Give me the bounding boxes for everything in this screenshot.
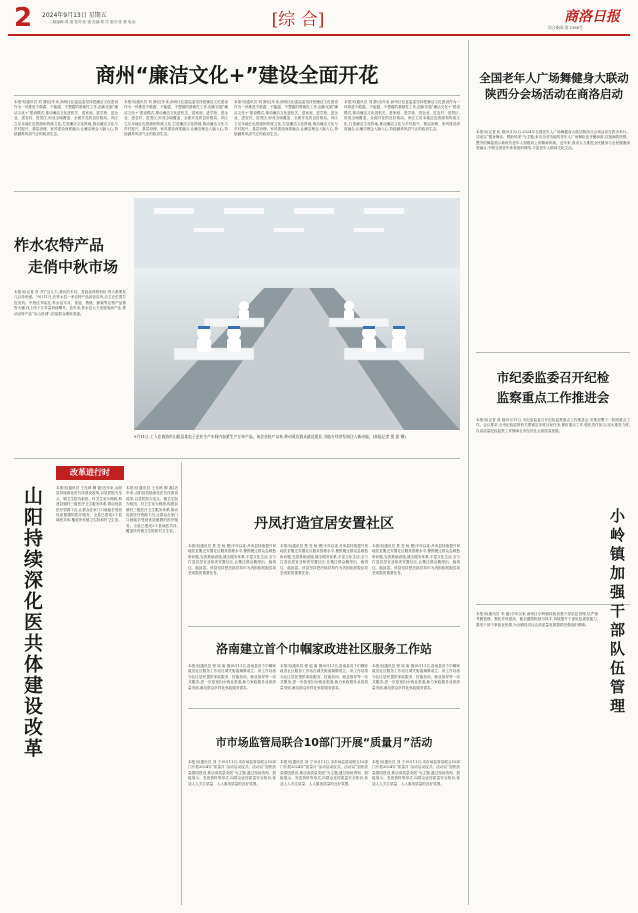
shichang-body-col-3: 本报讯(通讯员 刘 宁)9月11日,市市场监管局联合10部门开展2024年“质量月”活动启动仪式。活动以“加快质量强国建设,推动高质量发展”为主题,通过现场咨询、展板展示、发放资料等形式,向群众宣传质量安全知识,营造人人关注质量、人人重视质量的良好氛围。 [372,760,460,786]
page-number: 2 [14,3,33,33]
xiaoling-headline: 小岭镇加强干部队伍管理 [608,508,626,717]
danfeng-headline: 丹凤打造宜居安置社区 [254,516,394,532]
section-close-bracket: ] [317,10,325,30]
reform-headline: 山阳持续深化医共体建设改革 [21,486,43,759]
edition-line: 综合新闻:第 2386号 [548,25,583,30]
luonan-body-col-1: 本报讯(通讯员 程 瑶 唐 静)9月11日,洛南县首个巾帼家政进社区服务工作站在城关街道揭牌成立。该工作站将为社区居民提供家政服务、技能培训、就业指导等一站式服务,进一步拓宽妇女就业渠道,助力家政服务业高质量发展,满足群众多样化家政服务需求。 [188,664,276,690]
section-label: 综 合 [278,10,318,30]
jiwei-body: 本报讯(记者 黄 晓)9月11日,市纪委监委召开纪检监察重点工作推进会,安排部署下一阶段重点工作。会议要求,全市纪检监察机关要锚定年度目标任务,紧盯重点工作,强化责任担当,加大推进力度,以高质量纪检监察工作保障全市经济社会高质量发展。 [476,418,630,433]
reform-column-label: 改革进行时 [56,466,124,480]
shichang-body-col-1: 本报讯(通讯员 刘 宁)9月11日,市市场监管局联合10部门开展2024年“质量月”活动启动仪式。活动以“加快质量强国建设,推动高质量发展”为主题,通过现场咨询、展板展示、发放资料等形式,向群众宣传质量安全知识,营造人人关注质量、人人重视质量的良好氛围。 [188,760,276,786]
danfeng-body-col-2: 本报讯(通讯员 贾 亮 杨 俊)今年以来,丹凤县持续提升易地扶贫搬迁安置社区服务管理水平,聚焦搬迁群众急难愁盼问题,完善基础设施,健全服务体系,丰富文化生活,全力打造宜居宜业和美安置社区,让搬迁群众搬得出、稳得住、能致富。该县坚持把后续扶持作为巩固拓展脱贫攻坚成果的重要任务。 [280,544,368,576]
danfeng-body-col-3: 本报讯(通讯员 贾 亮 杨 俊)今年以来,丹凤县持续提升易地扶贫搬迁安置社区服务管理水平,聚焦搬迁群众急难愁盼问题,完善基础设施,健全服务体系,丰富文化生活,全力打造宜居宜业和美安置社区,让搬迁群众搬得出、稳得住、能致富。该县坚持把后续扶持作为巩固拓展脱贫攻坚成果的重要任务。 [372,544,460,576]
luonan-body-col-3: 本报讯(通讯员 程 瑶 唐 静)9月11日,洛南县首个巾帼家政进社区服务工作站在城关街道揭牌成立。该工作站将为社区居民提供家政服务、技能培训、就业指导等一站式服务,进一步拓宽妇女就业渠道,助力家政服务业高质量发展,满足群众多样化家政服务需求。 [372,664,460,690]
shichang-body-col-2: 本报讯(通讯员 刘 宁)9月11日,市市场监管局联合10部门开展2024年“质量月”活动启动仪式。活动以“加快质量强国建设,推动高质量发展”为主题,通过现场咨询、展板展示、发放资料等形式,向群众宣传质量安全知识,营造人人关注质量、人人重视质量的良好氛围。 [280,760,368,786]
lead-body-col-4: 本报讯(通讯员 刘 静)近年来,商州区纪委监委坚持把廉洁文化建设作为一体推进不敢腐、不能腐、不想腐的基础性工作,创新实施“廉洁文化+”建设模式,推动廉洁文化进机关、进家庭、进学校、进企业、进农村、进景区,形成全域覆盖、全面开花的良好格局。该区立足本地红色资源和传统文化,打造廉洁文化阵地,推动廉洁文化与乡村振兴、基层治理、家风建设深度融合,让廉洁理念入脑入心,持续涵养风清气正的政治生态。 [344,100,460,132]
reform-body-col-2: 本报讯(通讯员 王光珍 柳 磊)近年来,山阳县持续深化医共体建设改革,以县医院为龙头、镇卫生院为枢纽、村卫生室为网底,构建县镇村三级医疗卫生服务体系,推动优质医疗资源下沉,让群众在家门口就能享受到优质便捷的医疗服务。全县已建成2个县域医共体,覆盖所有镇卫生院和村卫生室。 [126,486,178,534]
shichang-divider [188,708,460,709]
xiaoling-body: 本报讯(通讯员 李 鑫)今年以来,商州区小岭镇持续加强干部队伍管理,以严格考勤管理、强化作风建设、健全激励机制为抓手,持续提升干部队伍素质能力,激发干部干事创业热情,为全镇经济社会高质量发展提供坚强组织保障。 [476,612,598,627]
luonan-headline: 洛南建立首个巾帼家政进社区服务工作站 [215,642,432,656]
masthead-rule [8,34,630,36]
lead-body-col-3: 本报讯(通讯员 刘 静)近年来,商州区纪委监委坚持把廉洁文化建设作为一体推进不敢腐、不能腐、不想腐的基础性工作,创新实施“廉洁文化+”建设模式,推动廉洁文化进机关、进家庭、进学校、进企业、进农村、进景区,形成全域覆盖、全面开花的良好格局。该区立足本地红色资源和传统文化,打造廉洁文化阵地,推动廉洁文化与乡村振兴、基层治理、家风建设深度融合,让廉洁理念入脑入心,持续涵养风清气正的政治生态。 [234,100,338,137]
date-line: 2024年9月13日 星期五 [42,12,107,19]
jiwei-headline-line-2: 监察重点工作推进会 [496,390,610,405]
zaoshui-headline-line-2: 走俏中秋市场 [28,258,119,276]
luonan-body-col-2: 本报讯(通讯员 程 瑶 唐 静)9月11日,洛南县首个巾帼家政进社区服务工作站在城关街道揭牌成立。该工作站将为社区居民提供家政服务、技能培训、就业指导等一站式服务,进一步拓宽妇女就业渠道,助力家政服务业高质量发展,满足群众多样化家政服务需求。 [280,664,368,690]
right-top-body: 本报讯(记者 杭 晓)9月12日,2024年全国老年人广场舞健身大联动陕西分会场活动在我市举行。活动以“健身舞动、银龄风采”为主题,来自全省各地的老年人广场舞队伍齐聚商洛,以饱满的热情、整齐的舞姿展示新时代老年人积极向上的精神风貌。近年来,我市大力推进全民健身与全民健康深度融合,不断完善老年体育组织网络,丰富老年人精神文化生活。 [476,130,630,151]
section-open-bracket: [ [271,10,279,30]
factory-photo [134,198,460,430]
section-title [253,8,343,32]
lead-body-col-1: 本报讯(通讯员 刘 静)近年来,商州区纪委监委坚持把廉洁文化建设作为一体推进不敢腐、不能腐、不想腐的基础性工作,创新实施“廉洁文化+”建设模式,推动廉洁文化进机关、进家庭、进学校、进企业、进农村、进景区,形成全域覆盖、全面开花的良好格局。该区立足本地红色资源和传统文化,打造廉洁文化阵地,推动廉洁文化与乡村振兴、基层治理、家风建设深度融合,让廉洁理念入脑入心,持续涵养风清气正的政治生态。 [14,100,118,137]
zaoshui-divider [14,191,460,192]
reform-body-col-1: 本报讯(通讯员 王光珍 柳 磊)近年来,山阳县持续深化医共体建设改革,以县医院为龙头、镇卫生院为枢纽、村卫生室为网底,构建县镇村三级医疗卫生服务体系,推动优质医疗资源下沉,让群众在家门口就能享受到优质便捷的医疗服务。全县已建成2个县域医共体,覆盖所有镇卫生院和村卫生室。 [56,486,122,523]
shichang-headline: 市市场监管局联合10部门开展“质量月”活动 [215,736,433,749]
lead-headline: 商州“廉洁文化+”建设全面开花 [95,63,379,87]
lead-body-col-2: 本报讯(通讯员 刘 静)近年来,商州区纪委监委坚持把廉洁文化建设作为一体推进不敢腐、不能腐、不想腐的基础性工作,创新实施“廉洁文化+”建设模式,推动廉洁文化进机关、进家庭、进学校、进企业、进农村、进景区,形成全域覆盖、全面开花的良好格局。该区立足本地红色资源和传统文化,打造廉洁文化阵地,推动廉洁文化与乡村振兴、基层治理、家风建设深度融合,让廉洁理念入脑入心,持续涵养风清气正的政治生态。 [124,100,228,137]
photo-caption: 9月11日,工人在商洛市山阳县某电子企业生产车间内加紧生产订单产品。该企业投产以来,带动周边群众就近就业,为地方经济发展注入新动能。(本报记者 贾 思 摄) [134,434,406,439]
luonan-divider [188,626,460,627]
column-divider [468,40,469,905]
factory-photo-scene [134,198,460,430]
zaoshui-body: 本报讯(记者 肖 齐)“这几天,我们的木耳、香菇卖得特别好,每天都要发几百单快递。”9月11日,在柞水县一家农特产品直营店内,店主正忙着打包发货。中秋佳节临近,柞水县木耳、香菇、核桃、蜂蜜等农特产品销售火爆,线上线下订单量持续攀升。近年来,柞水县大力发展电商产业,推动农特产品“出山进城”,拓宽群众增收渠道。 [14,290,126,316]
jiwei-headline-line-1: 市纪委监委召开纪检 [496,370,610,385]
lead-divider [14,95,460,96]
right-top-headline: 全国老年人广场舞健身大联动陕西分会场活动在商洛启动 [479,71,629,101]
danfeng-body-col-1: 本报讯(通讯员 贾 亮 杨 俊)今年以来,丹凤县持续提升易地扶贫搬迁安置社区服务管理水平,聚焦搬迁群众急难愁盼问题,完善基础设施,健全服务体系,丰富文化生活,全力打造宜居宜业和美安置社区,让搬迁群众搬得出、稳得住、能致富。该县坚持把后续扶持作为巩固拓展脱贫攻坚成果的重要任务。 [188,544,276,576]
editor-line: 一、二版编辑:周 道 校对:张 强 美编:郭 洋 版式:张 强 电话: [42,20,137,24]
paper-logo: 商洛日报 [564,9,620,25]
jiwei-divider [476,352,630,353]
masthead [0,0,638,36]
reform-divider [14,458,460,459]
jiwei-headline [476,368,630,408]
reform-right-divider [181,462,182,905]
zaoshui-headline-line-1: 柞水农特产品 [14,236,105,254]
zaoshui-headline [14,234,126,278]
